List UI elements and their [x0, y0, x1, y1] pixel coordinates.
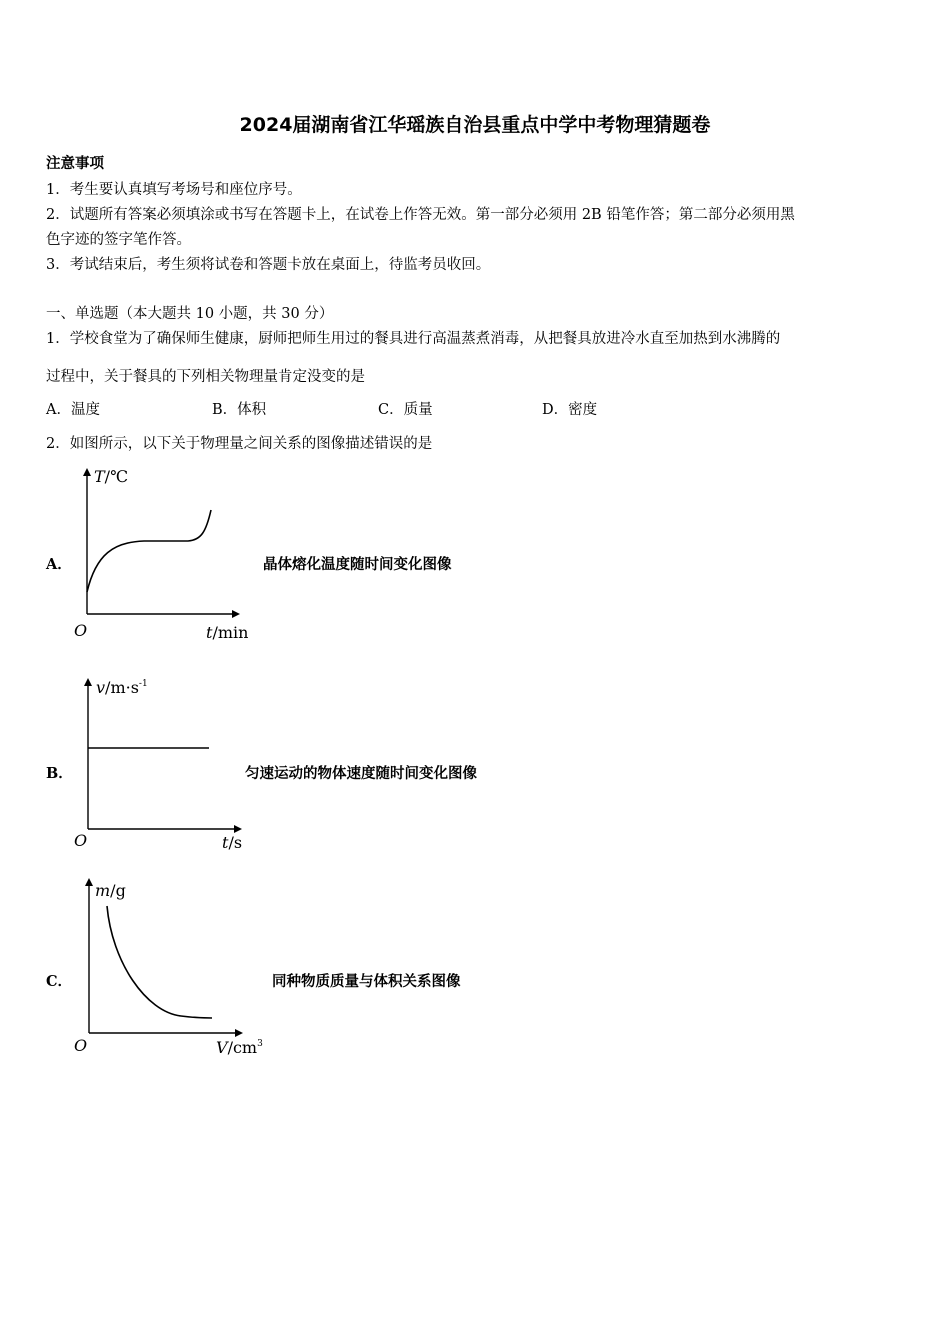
notice-heading: 注意事项 [46, 155, 104, 172]
choice-b-letter: B． [46, 765, 73, 782]
notice-item-3: 3．考试结束后，考生须将试卷和答题卡放在桌面上，待监考员收回。 [46, 257, 491, 273]
graph-a-temperature-time [66, 462, 266, 644]
exam-title: 2024届湖南省江华瑶族自治县重点中学中考物理猜题卷 [239, 114, 711, 136]
question-1-option-b: B．体积 [212, 402, 267, 418]
graph-a-origin: O [74, 621, 88, 640]
choice-c-letter: C． [46, 973, 73, 990]
choice-a-letter: A． [46, 556, 72, 573]
graph-c-y-label: m/g [95, 881, 126, 900]
graph-c-mass-volume [66, 872, 286, 1062]
section-heading: 一、单选题（本大题共 10 小题，共 30 分） [46, 306, 334, 322]
question-1-option-c: C．质量 [378, 402, 433, 418]
notice-item-1: 1．考生要认真填写考场号和座位序号。 [46, 182, 302, 198]
graph-a-curve [87, 510, 211, 592]
question-1-option-a: A．温度 [46, 402, 100, 418]
notice-item-2-line-1: 2．试题所有答案必须填涂或书写在答题卡上，在试卷上作答无效。第一部分必须用 2B 铅笔作答；第二部分必须用黑 [46, 207, 795, 223]
question-1-stem-line-1: 1．学校食堂为了确保师生健康，厨师把师生用过的餐具进行高温蒸煮消毒，从把餐具放进冷水直至加热到水沸腾的 [46, 331, 781, 347]
question-2-stem: 2．如图所示，以下关于物理量之间关系的图像描述错误的是 [46, 436, 433, 452]
choice-c-description: 同种物质质量与体积关系图像 [272, 973, 461, 990]
graph-a-x-label: t/min [206, 623, 249, 642]
graph-c-x-label: $V/cm^3$ [216, 1038, 263, 1057]
graph-b-velocity-time [66, 672, 266, 854]
question-1-stem-line-2: 过程中，关于餐具的下列相关物理量肯定没变的是 [46, 369, 365, 385]
choice-b-description: 匀速运动的物体速度随时间变化图像 [245, 765, 477, 782]
notice-item-2-line-2: 色字迹的签字笔作答。 [46, 232, 191, 248]
graph-b-x-label: t/s [222, 833, 243, 852]
question-1-option-d: D．密度 [542, 402, 598, 418]
graph-a-y-label: T/℃ [94, 467, 128, 486]
graph-c-origin: O [74, 1036, 88, 1055]
choice-a-description: 晶体熔化温度随时间变化图像 [263, 556, 452, 573]
graph-b-y-label: $v/m\cdot s^{-1}$ [96, 678, 148, 697]
graph-b-origin: O [74, 831, 88, 850]
graph-c-curve [107, 906, 212, 1018]
